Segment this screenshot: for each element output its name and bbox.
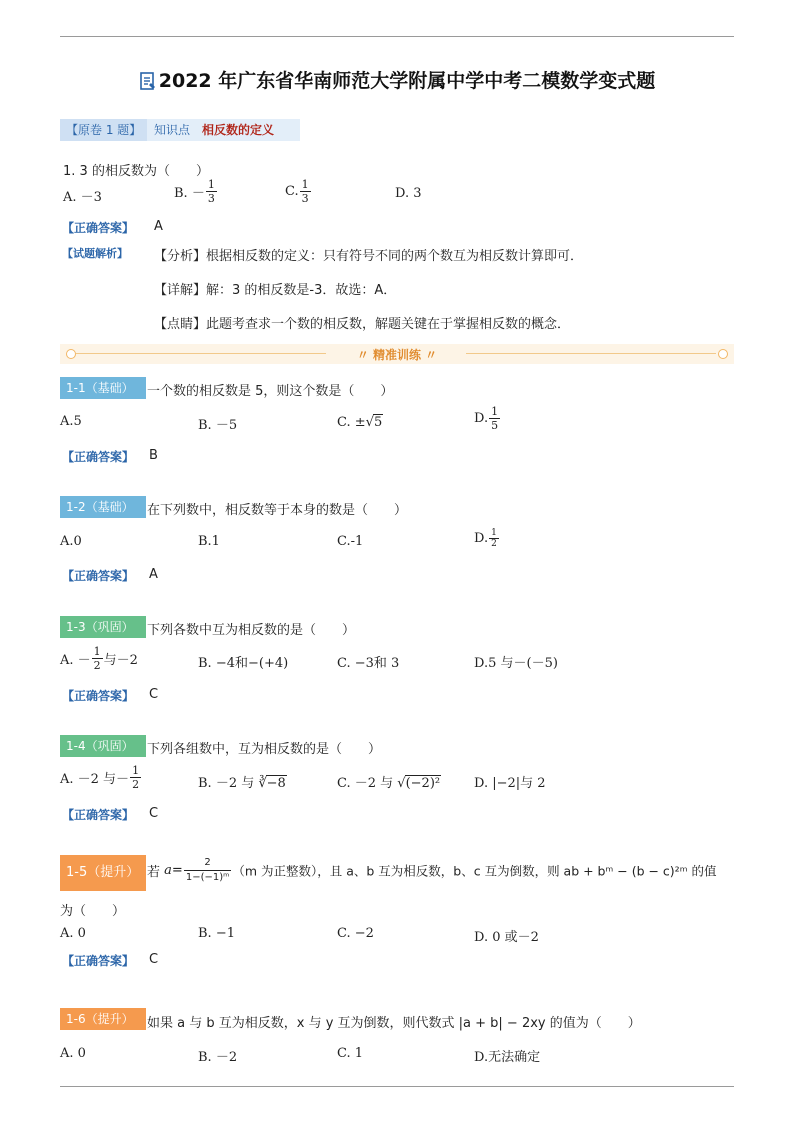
option-c: C. 1	[337, 1046, 364, 1061]
option-d: D. |−2|与 2	[474, 776, 546, 791]
answer-label: 【正确答案】	[62, 954, 135, 968]
fraction: $\frac{1}{3}$	[207, 178, 215, 205]
orig-explain-label: 【试题解析】	[62, 247, 128, 260]
question-badge: 1-2（基础）	[60, 496, 146, 518]
option-b: B. －5	[198, 418, 238, 433]
question-stem: 一个数的相反数是 5，则这个数是（ ）	[147, 384, 394, 399]
question-badge: 1-6（提升）	[60, 1008, 146, 1030]
question-stem: 若 a= $\frac{2}{\text{1−(−1)ᵐ}}$ （m 为正整数），且 a、b 互为相反数，b、c 互为倒数，则 ab + bᵐ − (b − c)²ᵐ 的值	[147, 857, 717, 883]
option-c: C. －2 与 √(−2)²	[337, 776, 441, 791]
option-d: D.无法确定	[474, 1050, 541, 1065]
option-b: B. －2	[198, 1050, 238, 1065]
option-b: B.1	[198, 534, 220, 549]
option-a: A. －2 与－ $\frac{1}{2}$	[60, 764, 140, 791]
option-a: A. 0	[60, 1046, 86, 1061]
answer-value: C	[149, 952, 159, 967]
banner-dot	[718, 349, 728, 359]
question-stem: 下列各组数中，互为相反数的是（ ）	[147, 742, 382, 757]
question-stem-cont: 为（ ）	[60, 904, 126, 919]
fraction: $\frac{1}{5}$	[491, 405, 499, 432]
option-a: A. － $\frac{1}{2}$ 与－2	[60, 645, 138, 672]
top-rule	[60, 36, 734, 37]
orig-answer-label: 【正确答案】	[62, 221, 135, 235]
banner-text: 〃 精准训练 〃	[356, 348, 438, 362]
answer-label: 【正确答案】	[62, 569, 135, 583]
page-title	[0, 66, 794, 93]
question-badge: 1-4（巩固）	[60, 735, 146, 757]
option-d: D. $\frac{1}{2}$	[474, 528, 497, 549]
answer-label: 【正确答案】	[62, 689, 135, 703]
orig-option-d: D. 3	[395, 186, 422, 201]
option-c: C. ±√5	[337, 415, 383, 430]
question-stem: 如果 a 与 b 互为相反数，x 与 y 互为倒数，则代数式 |a + b| − 2xy 的值为（ ）	[147, 1016, 641, 1031]
orig-explain-2: 【详解】解：3 的相反数是-3．故选：A．	[154, 283, 397, 298]
title-text: 2022 年广东省华南师范大学附属中学中考二模数学变式题	[158, 70, 656, 92]
banner-line	[466, 353, 716, 354]
option-b: B. −1	[198, 926, 235, 941]
fraction: $\frac{1}{2}$	[132, 764, 140, 791]
orig-explain-1: 【分析】根据相反数的定义：只有符号不同的两个数互为相反数计算即可．	[154, 249, 584, 264]
question-badge: 1-3（巩固）	[60, 616, 146, 638]
sqrt-sign: √	[365, 415, 374, 430]
option-d: D.5 与－(－5)	[474, 656, 558, 671]
fraction: $\frac{1}{2}$	[93, 645, 101, 672]
orig-option-a: A. －3	[63, 190, 102, 205]
option-a: A.0	[60, 534, 82, 549]
answer-label: 【正确答案】	[62, 450, 135, 464]
option-d: D. $\frac{1}{5}$	[474, 405, 499, 432]
equals-sign: =	[171, 863, 183, 878]
answer-label: 【正确答案】	[62, 808, 135, 822]
orig-answer: A	[154, 219, 163, 234]
orig-stem: 1. 3 的相反数为（ ）	[63, 164, 209, 179]
knowledge-point-value: 相反数的定义	[202, 123, 275, 137]
option-b: B. －2 与 ∛−8	[198, 776, 286, 791]
fraction: $\frac{1}{2}$	[491, 528, 497, 549]
question-badge: 1-1（基础）	[60, 377, 146, 399]
fraction: $\frac{1}{3}$	[301, 178, 309, 205]
document-icon	[139, 72, 157, 90]
orig-explain-3: 【点睛】此题考查求一个数的相反数，解题关键在于掌握相反数的概念．	[154, 317, 571, 332]
question-badge: 1-5（提升）	[60, 855, 146, 891]
orig-option-c: C. $\frac{1}{3}$	[285, 178, 309, 205]
knowledge-point-label: 知识点	[154, 123, 191, 137]
answer-value: C	[149, 687, 159, 702]
option-a: A. 0	[60, 926, 86, 941]
option-c: C.-1	[337, 534, 364, 549]
answer-value: C	[149, 806, 159, 821]
option-a: A.5	[60, 414, 82, 429]
question-stem: 下列各数中互为相反数的是（ ）	[147, 623, 356, 638]
bottom-rule	[60, 1086, 734, 1087]
question-stem: 在下列数中，相反数等于本身的数是（ ）	[147, 503, 408, 518]
orig-option-b: B. － $\frac{1}{3}$	[174, 178, 215, 205]
answer-value: A	[149, 567, 158, 582]
fraction: $\frac{2}{\text{1−(−1)ᵐ}}$	[185, 857, 230, 883]
answer-value: B	[149, 448, 158, 463]
option-c: C. −2	[337, 926, 374, 941]
option-b: B. −4和−(+4)	[198, 656, 289, 671]
original-tag: 【原卷 1 题】	[60, 119, 147, 141]
knowledge-bar	[60, 119, 300, 141]
variable-a: a	[164, 863, 172, 878]
training-banner	[60, 344, 734, 364]
option-c: C. −3和 3	[337, 656, 400, 671]
option-d: D. 0 或－2	[474, 930, 539, 945]
